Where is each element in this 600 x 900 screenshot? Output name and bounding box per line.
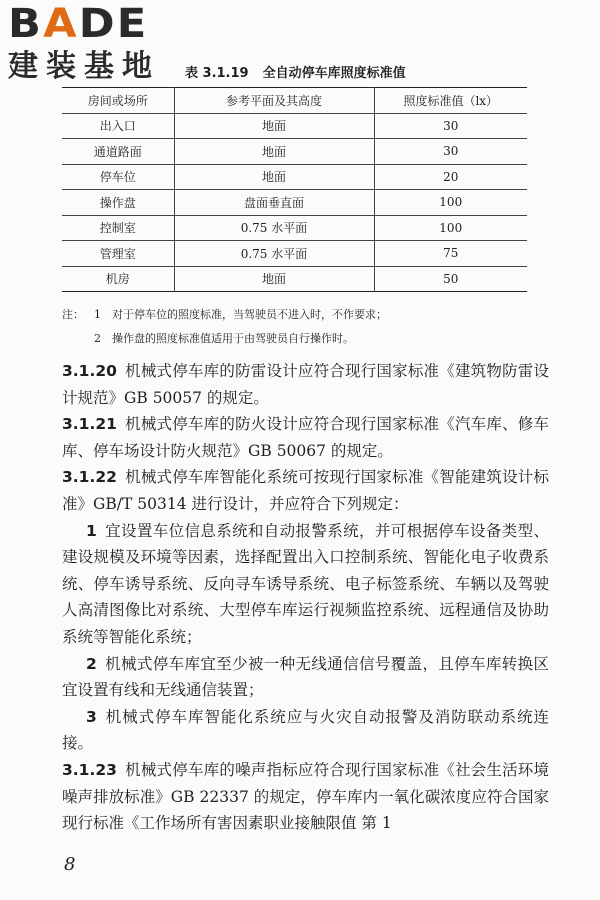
table-row [62,113,527,139]
note-lead: 注： [62,308,84,321]
table-cell: 地面 [174,139,374,165]
note-item [62,303,532,327]
header-cell: 参考平面及其高度 [174,88,374,114]
item-number: 1 [86,521,97,540]
table-cell: 操作盘 [62,190,174,216]
table-cell: 100 [374,190,527,216]
note-text: 操作盘的照度标准值适用于由驾驶员自行操作时。 [112,332,354,345]
table-cell: 30 [374,113,527,139]
header-cell: 照度标准值（lx） [374,88,527,114]
clause-3-1-22 [62,464,549,517]
clause-3-1-23 [62,757,549,837]
table-cell: 地面 [174,164,374,190]
table-cell: 0.75 水平面 [174,215,374,241]
table-row [62,139,527,165]
clause-number: 3.1.21 [62,415,117,434]
table-cell: 管理室 [62,241,174,267]
note-text: 对于停车位的照度标准，当驾驶员不进入时，不作要求； [112,308,387,321]
table-notes [62,303,532,351]
table-cell: 0.75 水平面 [174,241,374,267]
clause-number: 3.1.20 [62,362,117,380]
table-number: 表 3.1.19 [185,66,249,81]
clause-item [62,704,549,757]
table-cell: 50 [374,266,527,292]
illuminance-table [62,87,527,292]
clause-item [62,518,549,651]
clause-text: 机械式停车库的防火设计应符合现行国家标准《汽车库、修车库、停车场设计防火规范》GB 50067 的规定。 [62,415,549,460]
table-cell: 100 [374,215,527,241]
table-row [62,215,527,241]
page-number: 8 [64,854,76,875]
table-cell: 控制室 [62,215,174,241]
table-cell: 通道路面 [62,139,174,165]
table-row [62,266,527,292]
table-row [62,241,527,267]
table-row [62,190,527,216]
clause-text: 机械式停车库的防雷设计应符合现行国家标准《建筑物防雷设计规范》GB 50057 的规定。 [62,362,549,407]
note-number: 1 [94,308,101,321]
note-item [62,327,532,351]
table-cell: 地面 [174,113,374,139]
clause-number: 3.1.23 [62,760,117,779]
note-number: 2 [94,332,101,345]
table-row [62,164,527,190]
table-cell: 30 [374,139,527,165]
item-text: 机械式停车库智能化系统应与火灾自动报警及消防联动系统连接。 [62,707,549,753]
body-text [62,358,549,837]
clause-3-1-21 [62,411,549,464]
clause-item [62,651,549,704]
table-cell: 盘面垂直面 [174,190,374,216]
clause-number: 3.1.22 [62,468,117,487]
item-number: 3 [86,707,97,726]
header-cell: 房间或场所 [62,88,174,114]
table-caption [185,62,406,81]
logo-latin: BADE [8,1,149,47]
table-cell: 机房 [62,266,174,292]
table-header-row [62,88,527,114]
logo-chinese: 建装基地 [8,49,160,84]
clause-3-1-20 [62,358,549,411]
clause-text: 机械式停车库智能化系统可按现行国家标准《智能建筑设计标准》GB/T 50314 进行设计，并应符合下列规定： [62,468,549,513]
item-number: 2 [86,654,97,673]
table-cell: 停车位 [62,164,174,190]
table-cell: 75 [374,241,527,267]
table-title: 全自动停车库照度标准值 [262,66,406,81]
table-cell: 出入口 [62,113,174,139]
item-text: 机械式停车库宜至少被一种无线通信信号覆盖，且停车库转换区宜设置有线和无线通信装置； [62,654,549,700]
logo [8,1,178,84]
table-cell: 20 [374,164,527,190]
item-text: 宜设置车位信息系统和自动报警系统，并可根据停车设备类型、建设规模及环境等因素，选择配置出入口控制系统、智能化电子收费系统、停车诱导系统、反向寻车诱导系统、电子标签系统、车辆以及驾驶人高清图像比对系统、大型停车库运行视频监控系统、远程通信及协助系统等智能化系统； [62,521,549,646]
table-cell: 地面 [174,266,374,292]
clause-text: 机械式停车库的噪声指标应符合现行国家标准《社会生活环境噪声排放标准》GB 22337 的规定，停车库内一氧化碳浓度应符合国家现行标准《工作场所有害因素职业接触限值 第 1 [62,760,549,833]
